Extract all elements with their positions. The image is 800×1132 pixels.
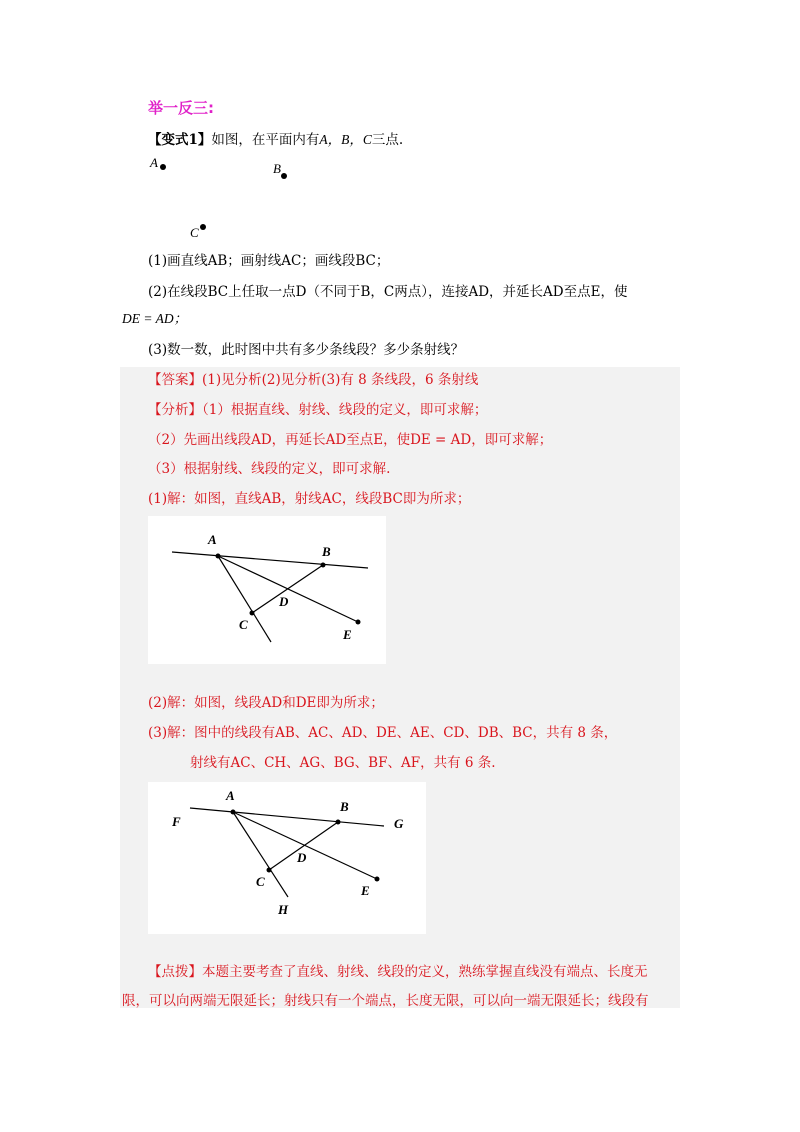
figure-1 xyxy=(148,516,386,664)
analysis-1: 【分析】（1）根据直线、射线、线段的定义，即可求解； xyxy=(148,402,488,418)
fig1-label-c: C xyxy=(239,617,248,632)
fig2-label-b: B xyxy=(340,799,349,814)
line-fg xyxy=(190,808,384,826)
fig2-label-a: A xyxy=(226,788,235,803)
question-2-line-2: DE = AD； xyxy=(122,311,188,326)
point-c-dot xyxy=(200,224,206,230)
fig2-label-d: D xyxy=(297,850,307,865)
fig2-label-f: F xyxy=(172,814,181,829)
variant-tag: 【变式1】 xyxy=(148,132,212,148)
dot-b-2 xyxy=(336,820,341,825)
dot-e xyxy=(356,620,361,625)
dot-a-2 xyxy=(231,810,236,815)
dot-a xyxy=(216,554,221,559)
intro-suffix: 三点. xyxy=(371,132,404,148)
figure-2-diagram xyxy=(148,782,426,934)
point-a-label: A xyxy=(150,155,158,170)
dot-e-2 xyxy=(375,877,380,882)
dot-b xyxy=(321,563,326,568)
solution-3-line-1: (3)解：图中的线段有AB、AC、AD、DE、AE、CD、DB、BC，共有 8 条， xyxy=(148,725,618,741)
figure-2 xyxy=(148,782,426,934)
point-c-label: C xyxy=(190,225,199,240)
tip-line-2: 限，可以向两端无限延长；射线只有一个端点，长度无限，可以向一端无限延长；线段有 xyxy=(122,993,649,1009)
question-1: (1)画直线AB；画射线AC；画线段BC； xyxy=(148,253,390,269)
fig1-label-d: D xyxy=(279,594,289,609)
analysis-3: （3）根据射线、线段的定义，即可求解. xyxy=(148,461,391,477)
section-heading: 举一反三: xyxy=(148,99,214,117)
solution-1: (1)解：如图，直线AB，射线AC，线段BC即为所求； xyxy=(148,491,471,507)
fig2-label-h: H xyxy=(278,902,289,917)
solution-3-line-2: 射线有AC、CH、AG、BG、BF、AF，共有 6 条. xyxy=(190,755,496,771)
intro-points: A，B，C xyxy=(319,132,372,147)
question-2-line-1: (2)在线段BC上任取一点D（不同于B，C两点），连接AD，并延长AD至点E，使 xyxy=(148,284,628,300)
intro-line xyxy=(148,130,403,150)
intro-text: 如图，在平面内有 xyxy=(211,132,320,148)
fig1-label-b: B xyxy=(322,544,331,559)
dot-c xyxy=(250,611,255,616)
point-b-dot xyxy=(281,173,287,179)
answer-summary: 【答案】(1)见分析(2)见分析(3)有 8 条线段，6 条射线 xyxy=(148,372,479,388)
dot-c-2 xyxy=(267,868,272,873)
question-3: (3)数一数，此时图中共有多少条线段？多少条射线？ xyxy=(148,342,465,358)
analysis-2: （2）先画出线段AD，再延长AD至点E，使DE = AD，即可求解； xyxy=(148,432,553,448)
point-a-dot xyxy=(160,164,166,170)
tip-line-1: 【点拨】本题主要考查了直线、射线、线段的定义，熟练掌握直线没有端点、长度无 xyxy=(148,964,648,980)
fig1-label-e: E xyxy=(343,627,352,642)
fig2-label-e: E xyxy=(361,883,370,898)
solution-2: (2)解：如图，线段AD和DE即为所求； xyxy=(148,695,384,711)
fig2-label-g: G xyxy=(394,816,404,831)
figure-1-diagram xyxy=(148,516,386,664)
fig2-label-c: C xyxy=(256,874,265,889)
line-ab xyxy=(172,552,368,568)
fig1-label-a: A xyxy=(208,532,217,547)
point-b-label: B xyxy=(273,161,281,176)
